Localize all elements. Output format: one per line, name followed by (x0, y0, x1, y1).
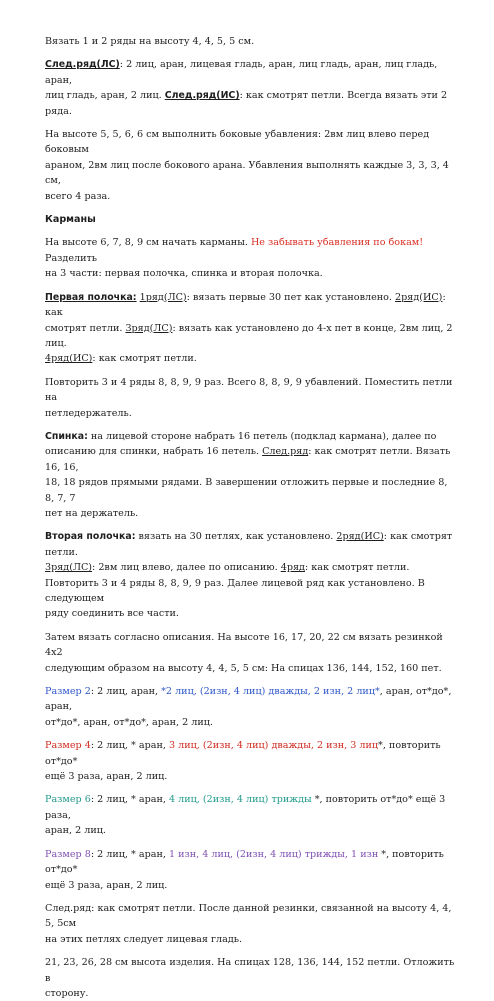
text: всего 4 раза. (45, 190, 111, 202)
paragraph-rows-1-2 (45, 34, 456, 49)
paragraph-first-front (45, 290, 456, 367)
text: от*до*, аран, от*до*, аран, 2 лиц. (45, 716, 213, 728)
text: : 2 лиц, аран, (90, 686, 162, 698)
text: *, повторить от*до* ещё 3 раза, (45, 794, 446, 821)
text: : 2 лиц, аран, лицевая гладь, аран, лиц гладь, аран, лиц гладь, аран, (45, 59, 438, 86)
text: : вязать первые 30 пет как установлено. (186, 291, 396, 303)
paragraph-next-rows (45, 57, 456, 119)
text: : как смотрят петли. Всегда вязать эти 2 ряда. (45, 90, 448, 117)
text: : как смотрят петли. (45, 531, 453, 558)
text: следующим образом на высоту 4, 4, 5, 5 см: На спицах 136, 144, 152, 160 пет. (45, 662, 442, 674)
row-label: 3ряд(ЛС) (125, 322, 173, 334)
text: Вязать 1 и 2 ряды на высоту 4, 4, 5, 5 см. (45, 36, 255, 47)
text: На высоте 5, 5, 6, 6 см выполнить боковые убавления: 2вм лиц влево перед боковым (45, 129, 430, 156)
row-label: 2ряд(ИС) (395, 291, 443, 303)
part-label-first-front: Первая полочка: (45, 291, 137, 303)
paragraph-side-decreases (45, 127, 456, 204)
text: петледержатель. (45, 407, 132, 419)
text: лиц гладь, аран, 2 лиц. (45, 90, 165, 102)
text: : как (45, 291, 446, 319)
paragraph-size-2 (45, 684, 456, 730)
size-2-repeat: *2 лиц, (2изн, 4 лиц) дважды, 2 изн, 2 лиц* (161, 686, 380, 698)
row-label: 4ряд(ИС) (45, 353, 93, 365)
row-label-rs: След.ряд(ЛС) (45, 59, 120, 71)
paragraph-height (45, 955, 456, 1001)
size-8-repeat: 1 изн, 4 лиц, (2изн, 4 лиц) трижды, 1 изн (168, 848, 379, 860)
text: : 2вм лиц влево, далее по описанию. (92, 562, 281, 574)
paragraph-size-8 (45, 847, 456, 893)
paragraph-back (45, 429, 456, 521)
text: на этих петлях следует лицевая гладь. (45, 933, 242, 945)
text: Разделить (45, 252, 98, 264)
text: : вязать как установлено до 4-х пет в конце, 2вм лиц, 2 лиц. (45, 322, 453, 349)
text: Затем вязать согласно описания. На высоте 16, 17, 20, 22 см вязать резинкой 4x2 (45, 631, 443, 659)
size-label-6: Размер 6 (45, 794, 91, 806)
row-label: 4ряд (280, 562, 305, 574)
text: : 2 лиц, * аран, (90, 848, 169, 860)
section-heading-pockets: Карманы (45, 214, 96, 226)
row-label: 2ряд(ИС) (336, 531, 384, 543)
part-label-second-front: Вторая полочка: (45, 531, 136, 543)
text: : как смотрят петли. (304, 562, 410, 574)
paragraph-second-front (45, 529, 456, 621)
paragraph-pockets-intro (45, 235, 456, 281)
text: *, повторить от*до* (45, 848, 444, 876)
text: След.ряд: как смотрят петли. После данной резинки, связанной на высоту 4, 4, 5, 5см (45, 902, 452, 930)
size-label-4: Размер 4 (45, 740, 91, 752)
text: ряду соединить все части. (45, 608, 179, 620)
paragraph-size-6 (45, 792, 456, 838)
row-label: 3ряд(ЛС) (45, 562, 93, 574)
text: сторону. (45, 987, 89, 999)
text: описанию для спинки, набрать 16 петель. (45, 446, 263, 458)
text: ещё 3 раза, аран, 2 лиц. (45, 771, 168, 783)
size-label-8: Размер 8 (45, 848, 91, 860)
text: 18, 18 рядов прямыми рядами. В завершении отложить первые и последние 8, 8, 7, 7 (45, 477, 448, 504)
text: : как смотрят петли. (92, 353, 197, 365)
text: араном, 2вм лиц после бокового арана. Убавления выполнять каждые 3, 3, 3, 4 см, (45, 159, 449, 187)
text: на 3 части: первая полочка, спинка и вторая полочка. (45, 268, 323, 280)
text: 21, 23, 26, 28 см высота изделия. На спицах 128, 136, 144, 152 петли. Отложить в (45, 957, 455, 984)
text: вязать на 30 петлях, как установлено. (135, 531, 337, 543)
text: : 2 лиц, * аран, (90, 740, 169, 752)
text: *, повторить от*до* (45, 740, 441, 767)
text: На высоте 6, 7, 8, 9 см начать карманы. (45, 237, 251, 249)
text: Повторить 3 и 4 ряды 8, 8, 9, 9 раз. Далее лицевой ряд как установлено. В следующем (45, 577, 425, 604)
row-label: 1ряд(ЛС) (139, 291, 187, 303)
text: смотрят петли. (45, 322, 126, 334)
size-6-repeat: 4 лиц, (2изн, 4 лиц) трижды (168, 794, 312, 806)
paragraph-repeat-rows (45, 375, 456, 421)
text: пет на держатель. (45, 507, 139, 519)
text: на лицевой стороне набрать 16 петель (подклад кармана), далее по (87, 430, 437, 442)
row-label: След.ряд (262, 446, 309, 458)
warning-text: Не забывать убавления по бокам! (250, 237, 424, 249)
row-label-ws: След.ряд(ИС) (164, 90, 240, 102)
size-label-2: Размер 2 (45, 686, 91, 698)
text: : как смотрят петли. Вязать 16, 16, (45, 446, 451, 473)
text: ещё 3 раза, аран, 2 лиц. (45, 879, 168, 891)
text: , аран, от*до*, аран, (45, 686, 452, 713)
text: Повторить 3 и 4 ряды 8, 8, 9, 9 раз. Всего 8, 8, 9, 9 убавлений. Поместить петли на (45, 376, 453, 404)
text: аран, 2 лиц. (45, 825, 106, 837)
size-4-repeat: 3 лиц, (2изн, 4 лиц) дважды, 2 изн, 3 лиц (168, 740, 379, 752)
paragraph-ribbing (45, 630, 456, 676)
text: : 2 лиц, * аран, (90, 794, 169, 806)
paragraph-after-ribbing (45, 901, 456, 947)
part-label-back: Спинка: (45, 430, 88, 442)
paragraph-size-4 (45, 738, 456, 784)
